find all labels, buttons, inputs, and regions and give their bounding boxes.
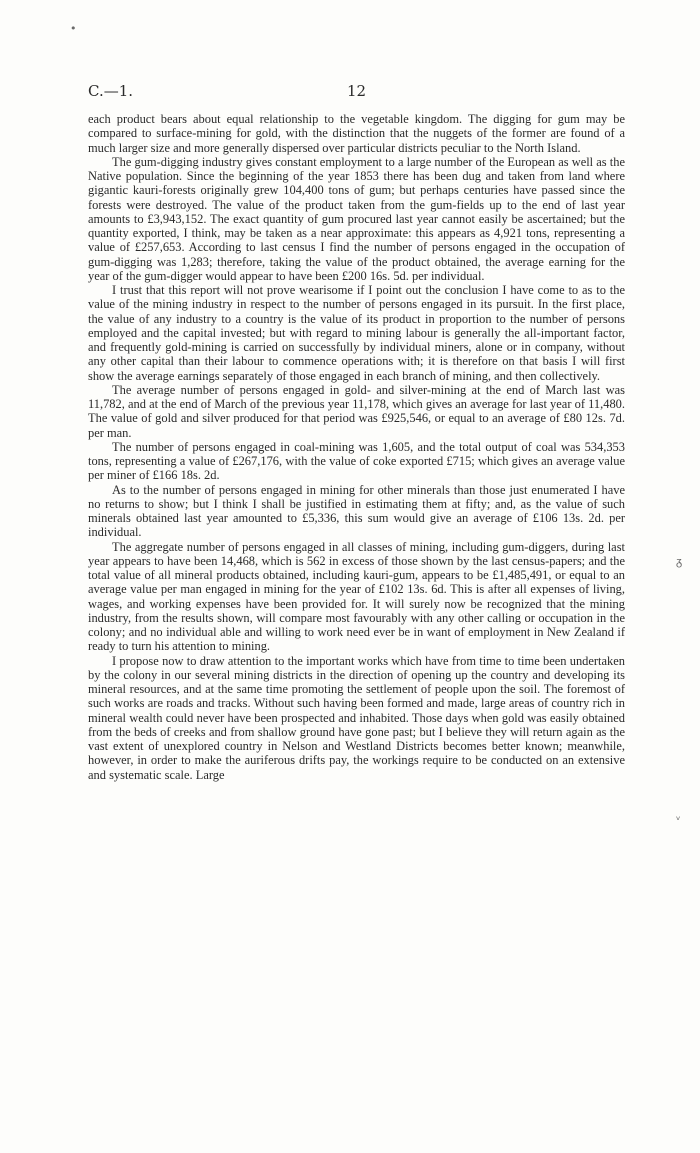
paragraph-coal: The number of persons engaged in coal-mining was 1,605, and the total output of coal was 534,353 tons, representing a value of £267,176, with the value of coke exported £715; which gives an average value per miner of £166 18s. 2d. (88, 439, 625, 483)
document-reference: C.—1. (88, 82, 134, 100)
page-number: 12 (346, 82, 367, 100)
paragraph-works: I propose now to draw attention to the important works which have from time to time been undertaken by the colony in our several mining districts in the direction of opening up the country and developing its mineral resources, and at the same time promoting the settlement of people upon the soil. The foremost of such works are roads and tracks. Without such having been formed and made, large areas of country rich in mineral wealth could never have been prospected and inhabited. Those days when gold was easily obtained from the beds of creeks and from shallow ground have gone past; but I believe they will return again as the vast extent of unexplored country in Nelson and Westland Districts becomes better known; meanwhile, however, in order to make the auriferous drifts pay, the workings require to be conducted on an extensive and systematic scale. Large (88, 653, 625, 782)
body-text (88, 112, 625, 782)
paragraph-aggregate: The aggregate number of persons engaged in all classes of mining, including gum-diggers, during last year appears to have been 14,468, which is 562 in excess of those shown by the last census-papers; and the total value of all mineral products obtained, including kauri-gum, appears to be £1,485,491, or equal to an average value per man engaged in mining for the year of £102 13s. 6d. This is after all expenses of living, wages, and working expenses have been provided for. It will surely now be recognized that the mining industry, from the results shown, will compare most favourably with any other calling or occupation in the colony; and no individual able and willing to work need ever be in want of employment in New Zealand if ready to turn his attention to mining. (88, 539, 625, 654)
margin-mark-right-lower: ᵥ (676, 810, 681, 823)
paragraph-other-minerals: As to the number of persons engaged in mining for other minerals than those just enumerated I have no returns to show; but I think I shall be justified in estimating them at fifty; and, as the value of such minerals obtained last year amounted to £5,336, this sum would give an average of £106 13s. 2d. per individual. (88, 482, 625, 540)
paragraph-mining-value: I trust that this report will not prove wearisome if I point out the conclusion I have come to as to the value of the mining industry in respect to the number of persons engaged in its pursuit. In the first place, the value of any industry to a country is the value of its product in proportion to the number of persons employed and the capital invested; but with regard to mining labour is generally the all-important factor, and frequently gold-mining is carried on successfully by individual miners, alone or in company, without any other capital than their labour to commence operations with; it is therefore on that basis I will first show the average earnings separately of those engaged in each branch of mining, and then collectively. (88, 283, 625, 383)
margin-mark-top: • (70, 22, 77, 35)
paragraph-continuation: each product bears about equal relationship to the vegetable kingdom. The digging for gum may be compared to surface-mining for gold, with the distinction that the nuggets of the former are found of a much larger size and more generally dispersed over particular districts peculiar to the North Island. (88, 112, 625, 155)
paragraph-gold-silver: The average number of persons engaged in gold- and silver-mining at the end of March last was 11,782, and at the end of March of the previous year 11,178, which gives an average for last year of 11,480. The value of gold and silver produced for that period was £925,546, or equal to an average of £80 12s. 7d. per man. (88, 382, 625, 440)
page-header (88, 82, 625, 106)
paragraph-gum-digging: The gum-digging industry gives constant employment to a large number of the European as well as the Native population. Since the beginning of the year 1853 there has been dug and taken from land where gigantic kauri-forests originally grew 104,400 tons of gum; but perhaps centuries have passed since the forests were destroyed. The value of the product taken from the gum-fields up to the end of last year amounts to £3,943,152. The exact quantity of gum procured last year cannot easily be ascertained; but the quantity exported, I think, may be taken as a near approximate: this appears as 4,921 tons, representing a value of £257,653. According to last census I find the number of persons engaged in the occupation of gum-digging was 1,283; therefore, taking the value of the product obtained, the average earning for the year of the gum-digger would appear to have been £200 16s. 5d. per individual. (88, 154, 625, 283)
margin-mark-right-upper: ᵹ (676, 555, 683, 568)
